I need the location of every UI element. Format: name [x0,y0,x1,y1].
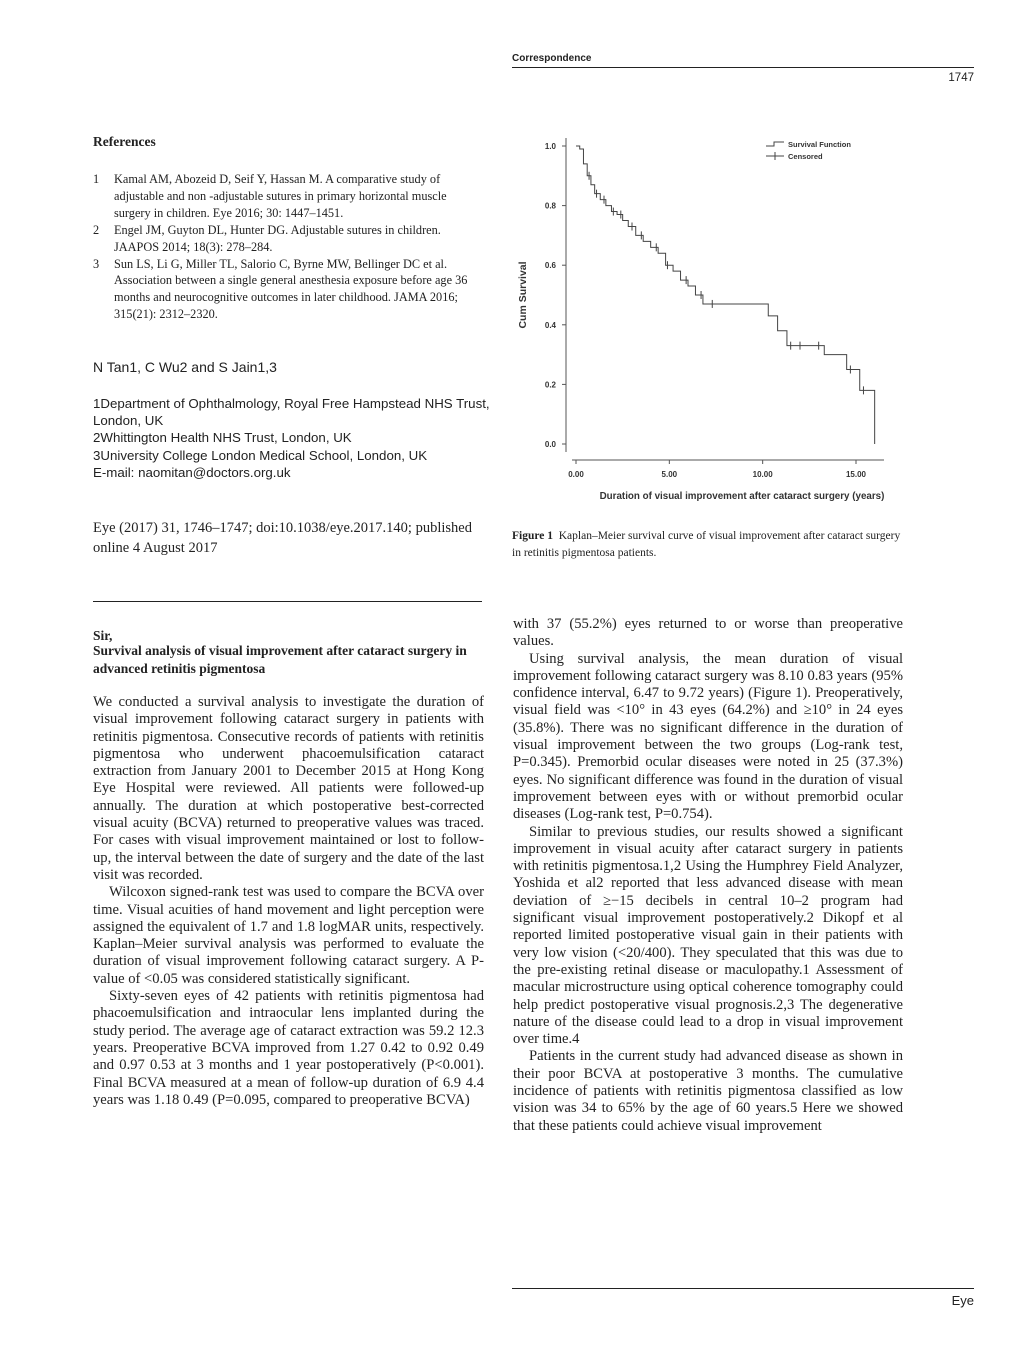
caption-text: Kaplan–Meier survival curve of visual improvement after cataract surgery in retinitis pigmentosa patients. [512,530,901,559]
body-right-column [513,616,903,1135]
salutation: Sir, [93,628,113,643]
affiliation: 1Department of Ophthalmology, Royal Free Hampstead NHS Trust, London, UK [93,396,490,429]
article-title: Survival analysis of visual improvement after cataract surgery in advanced retinitis pigmentosa [93,643,467,676]
affiliations [93,395,493,481]
paragraph: Using survival analysis, the mean duration of visual improvement following cataract surgery was 8.10 0.83 years (95% confidence interval, 6.47 to 9.72 years) (Figure 1). Preoperatively, visual field was <10° in 43 eyes (64.2%) and ≥10° in 24 eyes (35.8%). There was no significant difference in the duration of visual improvement between the two groups (Log-rank test, P=0.345). Premorbid ocular diseases were noted in 25 (37.3%) eyes. No significant difference was found in the duration of visual improvement between eyes with or without premorbid ocular diseases (Log-rank test, P=0.754). [513,650,903,823]
paragraph: Sixty-seven eyes of 42 patients with retinitis pigmentosa had phacoemulsification and intraocular lens implanted during the study period. The average age of cataract extraction was 59.2 12.3 years. Preoperative BCVA improved from 1.27 0.42 to 0.92 0.49 and 0.97 0.53 at 3 months and 1 year postoperatively (P<0.001). Final BCVA measured at a mean of follow-up duration of 6.9 4.4 years was 1.18 0.49 (P=0.095, compared to preoperative BCVA) [93,988,484,1108]
reference-item: 2 Engel JM, Guyton DL, Hunter DG. Adjustable sutures in children. JAAPOS 2014; 18(3): 278–284. [93,222,441,254]
caption-label: Figure 1 [512,530,553,542]
author-line: N Tan1, C Wu2 and S Jain1,3 [93,359,277,375]
x-tick-label: 10.00 [752,470,773,479]
references-heading: References [93,134,156,149]
legend-survival-swatch [766,142,784,146]
journal-footer: Eye [951,1293,974,1308]
legend-censored-label: Censored [788,152,823,161]
section-label: Correspondence [512,53,592,64]
paragraph: with 37 (55.2%) eyes returned to or worse than preoperative values. [513,616,903,650]
reference-item: 3 Sun LS, Li G, Miller TL, Salorio C, Byrne MW, Bellinger DC et al. Association between a single general anesthesia exposure before age 36 months and neurocognitive outcomes in later childhood. JAMA 2016; 315(21): 2312–2320. [93,256,468,322]
column-rule [93,601,482,602]
citation-line: Eye (2017) 31, 1746–1747; doi:10.1038/eye.2017.140; published online 4 August 2017 [93,520,472,556]
paragraph: Patients in the current study had advanced disease as shown in their poor BCVA at postoperative 3 months. The cumulative incidence of patients with retinitis pigmentosa classified as low vision was 34 to 65% by the age of 60 years.5 Here we showed that these patients could achieve visual improvement [513,1048,903,1134]
x-tick-label: 0.00 [568,470,584,479]
references-list [93,171,485,323]
affiliation: 2Whittington Health NHS Trust, London, UK [93,430,352,446]
paragraph: We conducted a survival analysis to investigate the duration of visual improvement following cataract surgery in patients with retinitis pigmentosa. Consecutive records of patients with retinitis pigmentosa who underwent phacoemulsification cataract extraction from January 2001 to December 2015 at Hong Kong Eye Hospital were reviewed. All patients were followed-up annually. The duration at which postoperative best-corrected visual acuity (BCVA) returned to preoperative values was traced. For cases with visual improvement maintained or lost to follow-up, the interval between the date of surgery and the date of the last visit was recorded. [93,694,484,883]
header-rule [512,67,974,68]
reference-item: 1 Kamal AM, Abozeid D, Seif Y, Hassan M. A comparative study of adjustable and non -adjustable sutures in primary horizontal muscle surgery in children. Eye 2016; 30: 1447–1451. [93,172,447,220]
page-number: 1747 [948,72,974,84]
x-tick-label: 15.00 [845,470,867,479]
y-tick-label: 0.6 [544,261,556,271]
y-tick-label: 0.2 [544,380,556,390]
kaplan-meier-chart [512,118,904,518]
y-tick-label: 0.4 [544,320,556,330]
footer-rule [512,1288,974,1289]
legend-survival-label: Survival Function [788,140,851,149]
x-tick-label: 5.00 [661,470,678,479]
affiliation: 3University College London Medical School, London, UK [93,447,428,463]
paragraph: Wilcoxon signed-rank test was used to compare the BCVA over time. Visual acuities of hand movement and light perception were assigned the equivalent of 1.7 and 1.8 logMAR units, respectively. Kaplan–Meier survival analysis was performed to evaluate the duration of visual improvement following cataract surgery. A P-value of <0.05 was considered statistically significant. [93,884,484,987]
survival-step-line [576,146,875,444]
paragraph: Similar to previous studies, our results showed a significant improvement in visual acuity after cataract surgery in patients with retinitis pigmentosa.1,2 Using the Humphrey Field Analyzer, Yoshida et al2 reported that less advanced disease with mean deviation of ≥−15 decibels in central 10–2 program had significant visual improvement postoperatively.2 Dikopf et al reported limited postoperative visual gain in their patients with very low vision (<20/400). They speculated that this was due to the pre-existing retinal disease or maculopathy.1 Assessment of macular microstructure using optical coherence tomography could help predict postoperative visual prognosis.2,3 The degenerative nature of the disease could lead to a drop in visual improvement over time.4 [513,823,903,1048]
body-left-column [93,694,484,1109]
y-tick-label: 0.0 [544,440,556,449]
y-axis-label: Cum Survival [517,261,529,329]
y-tick-label: 1.0 [544,142,556,151]
x-axis-label: Duration of visual improvement after cataract surgery (years) [599,491,885,502]
y-tick-label: 0.8 [544,201,556,211]
author-email[interactable]: E-mail: naomitan@doctors.org.uk [93,464,291,480]
figure-caption [512,528,904,561]
